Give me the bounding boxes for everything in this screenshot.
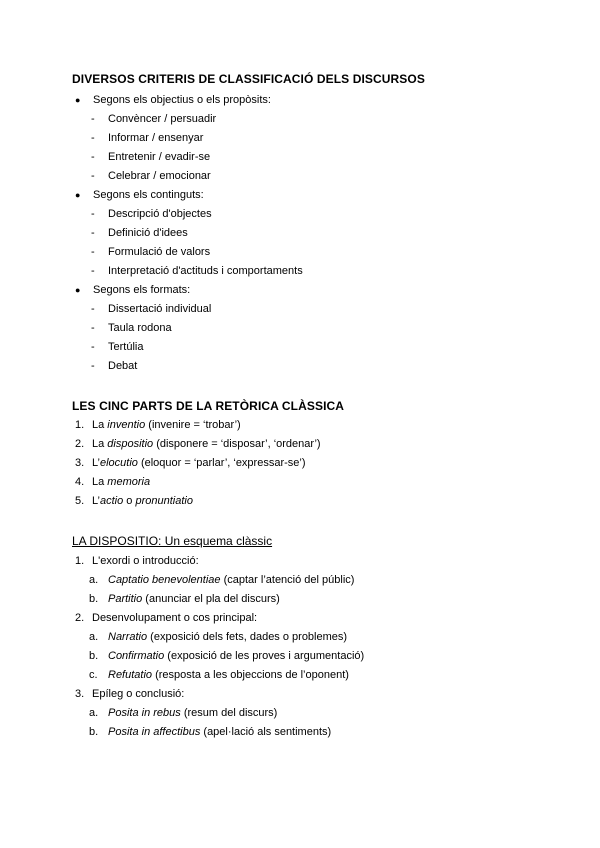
- list-item-text: Celebrar / emocionar: [108, 170, 211, 182]
- dash-icon: -: [91, 246, 95, 258]
- bullet-icon: ●: [75, 190, 81, 200]
- list-item-text: Formulació de valors: [108, 246, 211, 258]
- item-term: Posita in affectibus: [108, 726, 201, 738]
- item-prefix: La: [92, 476, 108, 488]
- dash-icon: -: [91, 265, 95, 277]
- section2-heading: LES CINC PARTS DE LA RETÒRICA CLÀSSICA: [72, 399, 345, 413]
- dash-icon: -: [91, 132, 95, 144]
- list-item-text: Debat: [108, 360, 138, 372]
- item-desc: (captar l’atenció del públic): [220, 574, 355, 586]
- item-term: inventio: [107, 419, 146, 431]
- item-connector: o: [123, 495, 136, 507]
- dash-icon: -: [91, 170, 95, 182]
- dash-icon: -: [91, 151, 95, 163]
- dash-icon: -: [91, 227, 95, 239]
- item-term: Captatio benevolentiae: [108, 574, 221, 586]
- part-label: Desenvolupament o cos principal:: [92, 612, 258, 624]
- dash-icon: -: [91, 303, 95, 315]
- list-item-text: Convèncer / persuadir: [108, 113, 217, 125]
- item-term: Partitio: [108, 593, 143, 605]
- group-label: Segons els objectius o els propòsits:: [93, 94, 271, 106]
- list-item-text: Definició d'idees: [108, 227, 188, 239]
- item-term: memoria: [107, 476, 151, 488]
- item-number: 1.: [75, 555, 85, 567]
- item-letter: a.: [89, 631, 99, 643]
- item-desc: (invenire = ‘trobar’): [145, 419, 241, 431]
- item-number: 2.: [75, 612, 85, 624]
- item-desc: (exposició dels fets, dades o problemes): [147, 631, 348, 643]
- list-item-text: Entretenir / evadir-se: [108, 151, 211, 163]
- group-label: Segons els formats:: [93, 284, 191, 296]
- section1-heading: DIVERSOS CRITERIS DE CLASSIFICACIÓ DELS DISCURSOS: [72, 72, 425, 86]
- section3-title: LA DISPOSITIO: Un esquema clàssic: [72, 534, 273, 548]
- item-prefix: La: [92, 419, 108, 431]
- item-prefix: L’: [92, 457, 100, 469]
- dash-icon: -: [91, 208, 95, 220]
- item-term: actio: [99, 495, 124, 507]
- item-number: 1.: [75, 419, 85, 431]
- item-desc: (exposició de les proves i argumentació): [164, 650, 365, 662]
- item-prefix: La: [92, 438, 108, 450]
- item-number: 4.: [75, 476, 85, 488]
- item-term: Narratio: [108, 631, 148, 643]
- item-desc: (resum del discurs): [180, 707, 278, 719]
- bullet-icon: ●: [75, 95, 81, 105]
- item-desc: (anunciar el pla del discurs): [142, 593, 280, 605]
- item-desc: (eloquor = ‘parlar’, ‘expressar-se’): [137, 457, 306, 469]
- item-number: 3.: [75, 457, 85, 469]
- part-label: Epíleg o conclusió:: [92, 688, 185, 700]
- dash-icon: -: [91, 113, 95, 125]
- item-letter: b.: [89, 593, 99, 605]
- list-item-text: Taula rodona: [108, 322, 172, 334]
- item-desc: (resposta a les objeccions de l’oponent): [152, 669, 349, 681]
- dash-icon: -: [91, 360, 95, 372]
- dash-icon: -: [91, 322, 95, 334]
- section3-heading: [72, 532, 272, 551]
- list-item-text: Informar / ensenyar: [108, 132, 204, 144]
- item-letter: b.: [89, 726, 99, 738]
- item-desc: (disponere = ‘disposar’, ‘ordenar’): [153, 438, 321, 450]
- dash-icon: -: [91, 341, 95, 353]
- item-desc: (apel·lació als sentiments): [200, 726, 332, 738]
- item-term: Posita in rebus: [108, 707, 181, 719]
- item-letter: a.: [89, 574, 99, 586]
- item-prefix: L’: [92, 495, 100, 507]
- item-term: Refutatio: [108, 669, 153, 681]
- item-letter: b.: [89, 650, 99, 662]
- item-term: dispositio: [107, 438, 154, 450]
- list-item-text: Dissertació individual: [108, 303, 212, 315]
- list-item-text: Interpretació d'actituds i comportaments: [108, 265, 303, 277]
- part-label: L'exordi o introducció:: [92, 555, 199, 567]
- item-term: pronuntiatio: [135, 495, 193, 507]
- item-term: Confirmatio: [108, 650, 165, 662]
- group-label: Segons els continguts:: [93, 189, 204, 201]
- item-letter: c.: [89, 669, 98, 681]
- item-number: 2.: [75, 438, 85, 450]
- list-item-text: Descripció d'objectes: [108, 208, 212, 220]
- list-item-text: Tertúlia: [108, 341, 144, 353]
- item-number: 5.: [75, 495, 85, 507]
- item-term: elocutio: [99, 457, 138, 469]
- item-letter: a.: [89, 707, 99, 719]
- bullet-icon: ●: [75, 285, 81, 295]
- item-number: 3.: [75, 688, 85, 700]
